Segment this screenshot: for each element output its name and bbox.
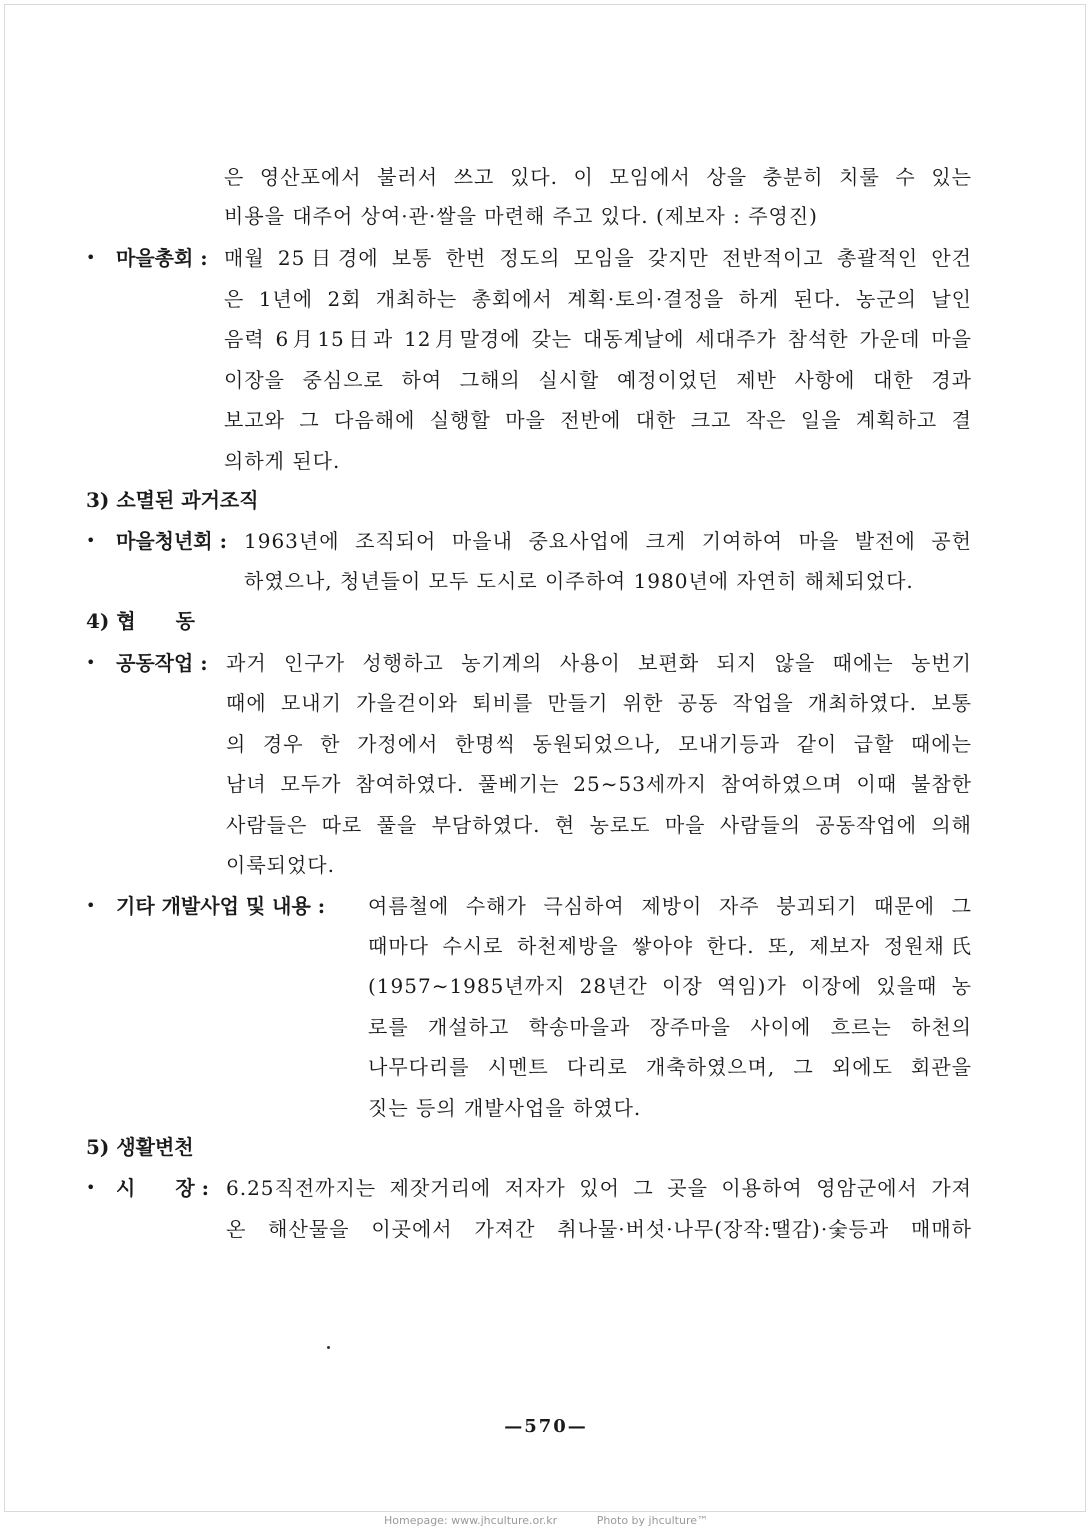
village-meeting-line-5: 보고와 그 다음해에 실행할 마을 전반에 대한 크고 작은 일을 계획하고 결 — [224, 408, 972, 432]
village-meeting-line-3: 음력 6月15日과 12月말경에 갖는 대동계날에 세대주가 참석한 가운데 마을 — [224, 327, 972, 351]
intro-line-2: 비용을 대주어 상여·관·쌀을 마련해 주고 있다. (제보자 : 주영진) — [224, 204, 818, 228]
footer — [0, 1514, 1092, 1527]
section-4-heading: 4) 협 동 — [86, 609, 195, 633]
cooperative-work-line-1: 과거 인구가 성행하고 농기계의 사용이 보편화 되지 않을 때에는 농번기 — [226, 651, 972, 675]
section-3-heading: 3) 소멸된 과거조직 — [86, 488, 259, 512]
term-youth-club: 마을청년회 : — [116, 529, 227, 553]
cooperative-work-line-2: 때에 모내기 가을걷이와 퇴비를 만들기 위한 공동 작업을 개최하였다. 보통 — [226, 691, 972, 715]
cooperative-work-line-6: 이룩되었다. — [226, 853, 335, 877]
term-village-meeting: 마을총회 : — [116, 246, 208, 270]
term-other-projects: 기타 개발사업 및 내용 : — [116, 894, 326, 918]
youth-club-line-2: 하였으나, 청년들이 모두 도시로 이주하여 1980년에 자연히 해체되었다. — [244, 569, 914, 593]
other-projects-line-1: 여름철에 수해가 극심하여 제방이 자주 붕괴되기 때문에 그 — [368, 894, 972, 918]
footer-homepage: Homepage: www.jhculture.or.kr — [383, 1514, 558, 1527]
other-projects-line-2: 때마다 수시로 하천제방을 쌓아야 한다. 또, 제보자 정원채氏 — [368, 934, 972, 958]
section-5-heading: 5) 생활변천 — [86, 1135, 194, 1159]
intro-line-1: 은 영산포에서 불러서 쓰고 있다. 이 모임에서 상을 충분히 치룰 수 있는 — [224, 165, 972, 189]
cooperative-work-line-5: 사람들은 따로 풀을 부담하였다. 현 농로도 마을 사람들의 공동작업에 의해 — [226, 813, 972, 837]
bullet-village-meeting: • — [86, 248, 96, 267]
village-meeting-line-2: 은 1년에 2회 개최하는 총회에서 계획·토의·결정을 하게 된다. 농군의 날인 — [224, 287, 972, 311]
cooperative-work-line-3: 의 경우 한 가정에서 한명씩 동원되었으나, 모내기등과 같이 급할 때에는 — [226, 732, 972, 756]
footer-photo-credit: Photo by jhculture™ — [596, 1514, 708, 1527]
market-line-1: 6.25직전까지는 제잣거리에 저자가 있어 그 곳을 이용하여 영암군에서 가져 — [226, 1176, 972, 1200]
page-number: —570— — [504, 1416, 588, 1437]
other-projects-line-3: (1957∼1985년까지 28년간 이장 역임)가 이장에 있을때 농 — [368, 974, 972, 998]
cooperative-work-line-4: 남녀 모두가 참여하였다. 풀베기는 25∼53세까지 참여하였으며 이때 불참한 — [226, 772, 972, 796]
youth-club-line-1: 1963년에 조직되어 마을내 중요사업에 크게 기여하여 마을 발전에 공헌 — [244, 529, 972, 553]
market-line-2: 온 해산물을 이곳에서 가져간 취나물·버섯·나무(장작:땔감)·숯등과 매매하 — [226, 1217, 972, 1241]
other-projects-line-4: 로를 개설하고 학송마을과 장주마을 사이에 흐르는 하천의 — [368, 1015, 972, 1039]
term-market: 시 장 : — [116, 1176, 209, 1200]
bullet-youth-club: • — [86, 531, 96, 550]
bullet-cooperative-work: • — [86, 653, 96, 672]
other-projects-line-6: 짓는 등의 개발사업을 하였다. — [368, 1096, 642, 1120]
bullet-other-projects: • — [86, 896, 96, 915]
term-cooperative-work: 공동작업 : — [116, 651, 208, 675]
village-meeting-line-1: 매월 25日경에 보통 한번 정도의 모임을 갖지만 전반적이고 총괄적인 안건 — [224, 246, 972, 270]
village-meeting-line-6: 의하게 된다. — [224, 449, 341, 473]
other-projects-line-5: 나무다리를 시멘트 다리로 개축하였으며, 그 외에도 회관을 — [368, 1055, 972, 1079]
stray-mark — [327, 1346, 330, 1349]
village-meeting-line-4: 이장을 중심으로 하여 그해의 실시할 예정이었던 제반 사항에 대한 경과 — [224, 368, 972, 392]
bullet-market: • — [86, 1178, 96, 1197]
